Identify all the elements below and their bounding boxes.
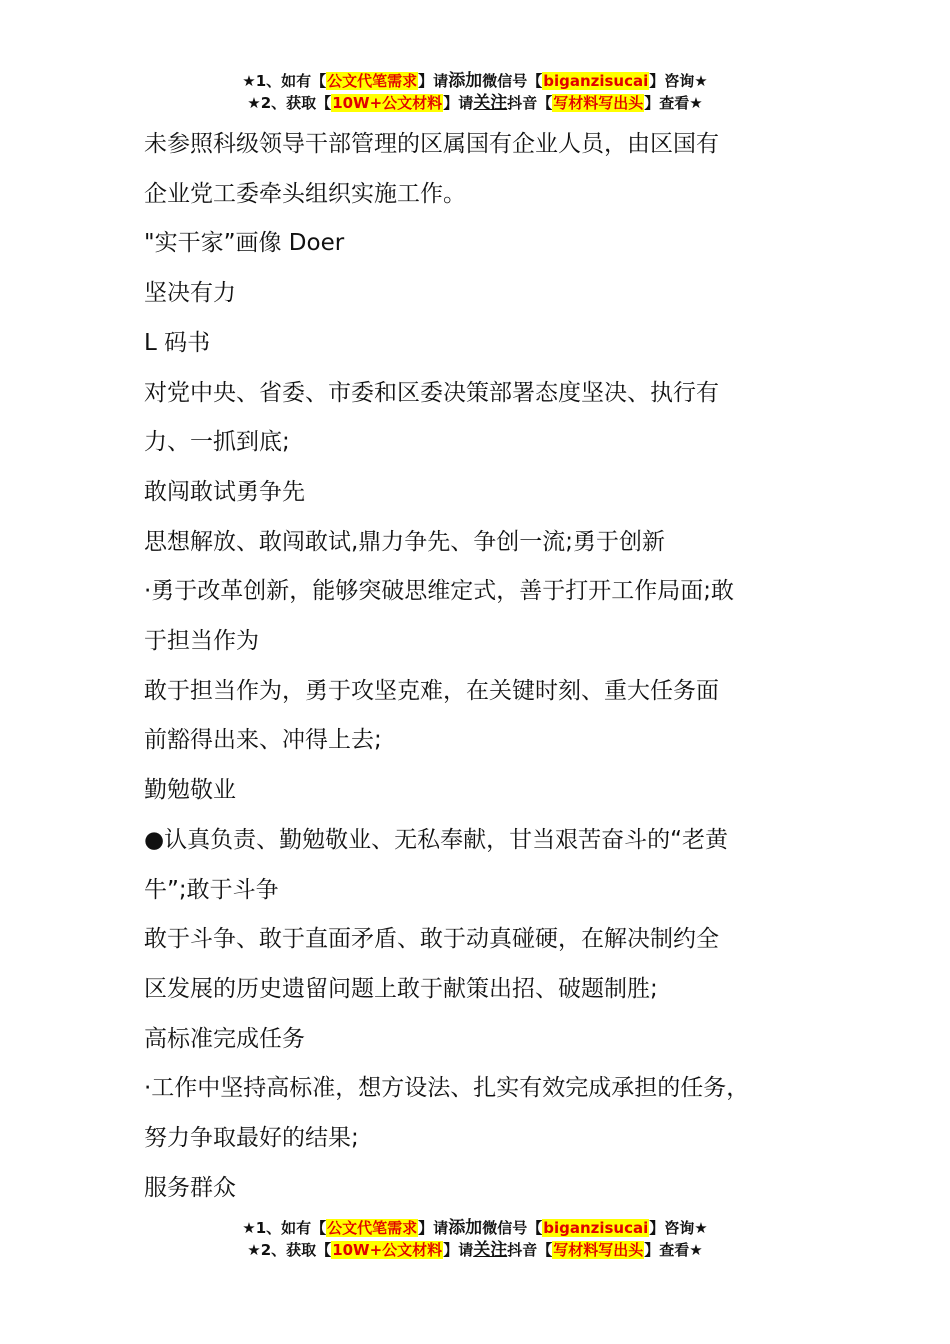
banner-text: 抖音【: [507, 94, 553, 112]
banner-douyin-id: 写材料写出头: [553, 94, 644, 112]
banner-text: ★2、获取【: [247, 1241, 332, 1259]
banner-emphasis: 关注: [473, 93, 508, 113]
banner-highlight: 公文代笔需求: [327, 1219, 418, 1237]
body-line: 思想解放、敢闯敢试,鼎力争先、争创一流;勇于创新: [144, 528, 666, 555]
banner-emphasis: 添加: [448, 1218, 483, 1238]
banner-text: 】请: [418, 1219, 449, 1237]
body-line: "实干家”画像 Doer: [144, 230, 345, 257]
banner-text: ★2、获取【: [247, 94, 332, 112]
body-line: 未参照科级领导干部管理的区属国有企业人员，由区国有: [144, 131, 719, 157]
banner-highlight: 10W+公文材料: [332, 94, 443, 112]
banner-douyin-id: 写材料写出头: [553, 1241, 644, 1259]
body-line: ·勇于改革创新，能够突破思维定式，善于打开工作局面;敢: [144, 578, 735, 605]
banner-highlight: 10W+公文材料: [332, 1241, 443, 1259]
banner-wechat-id: biganzisucai: [543, 72, 649, 90]
footer-banner: [0, 1217, 950, 1261]
banner-line-1: [0, 70, 950, 92]
section-heading: 服务群众: [144, 1174, 236, 1201]
body-line: 敢于斗争、敢于直面矛盾、敢于动真碰硬，在解决制约全: [144, 926, 719, 953]
banner-text: 】查看★: [644, 94, 703, 112]
section-heading: 坚决有力: [144, 280, 236, 307]
section-heading: 敢闯敢试勇争先: [144, 478, 305, 505]
banner-text: 】请: [418, 72, 449, 90]
header-banner: [0, 70, 950, 114]
section-heading: 勤勉敬业: [144, 777, 236, 804]
banner-text: ★1、如有【: [242, 1219, 327, 1237]
body-line: 区发展的历史遗留问题上敢于献策出招、破题制胜;: [144, 975, 658, 1002]
banner-text: 】查看★: [644, 1241, 703, 1259]
body-line: L 码书: [144, 329, 211, 356]
banner-emphasis: 关注: [473, 1240, 508, 1260]
banner-highlight: 公文代笔需求: [327, 72, 418, 90]
body-line: 于担当作为: [144, 628, 259, 655]
banner-text: 微信号【: [482, 72, 543, 90]
banner-text: 】咨询★: [649, 72, 708, 90]
banner-text: 】请: [443, 1241, 474, 1259]
body-line: 牛”;敢于斗争: [144, 876, 279, 903]
banner-text: 微信号【: [482, 1219, 543, 1237]
banner-emphasis: 添加: [448, 71, 483, 91]
banner-line-2: [0, 92, 950, 114]
body-line: 努力争取最好的结果;: [144, 1125, 359, 1152]
section-heading: 高标准完成任务: [144, 1025, 305, 1052]
banner-line-2: [0, 1239, 950, 1261]
body-line: 企业党工委牵头组织实施工作。: [144, 180, 466, 207]
banner-line-1: [0, 1217, 950, 1239]
banner-text: ★1、如有【: [242, 72, 327, 90]
body-line: 对党中央、省委、市委和区委决策部署态度坚决、执行有: [144, 379, 719, 406]
body-line: 前豁得出来、冲得上去;: [144, 727, 382, 754]
banner-text: 抖音【: [507, 1241, 553, 1259]
body-line: ·工作中坚持高标准，想方设法、扎实有效完成承担的任务，: [144, 1075, 750, 1102]
body-line: 敢于担当作为，勇于攻坚克难，在关键时刻、重大任务面: [144, 677, 719, 704]
document-body: [144, 120, 844, 1213]
banner-text: 】咨询★: [649, 1219, 708, 1237]
body-line: 力、一抓到底;: [144, 429, 290, 456]
banner-text: 】请: [443, 94, 474, 112]
body-line: ●认真负责、勤勉敬业、无私奉献，甘当艰苦奋斗的“老黄: [144, 826, 728, 853]
banner-wechat-id: biganzisucai: [543, 1219, 649, 1237]
